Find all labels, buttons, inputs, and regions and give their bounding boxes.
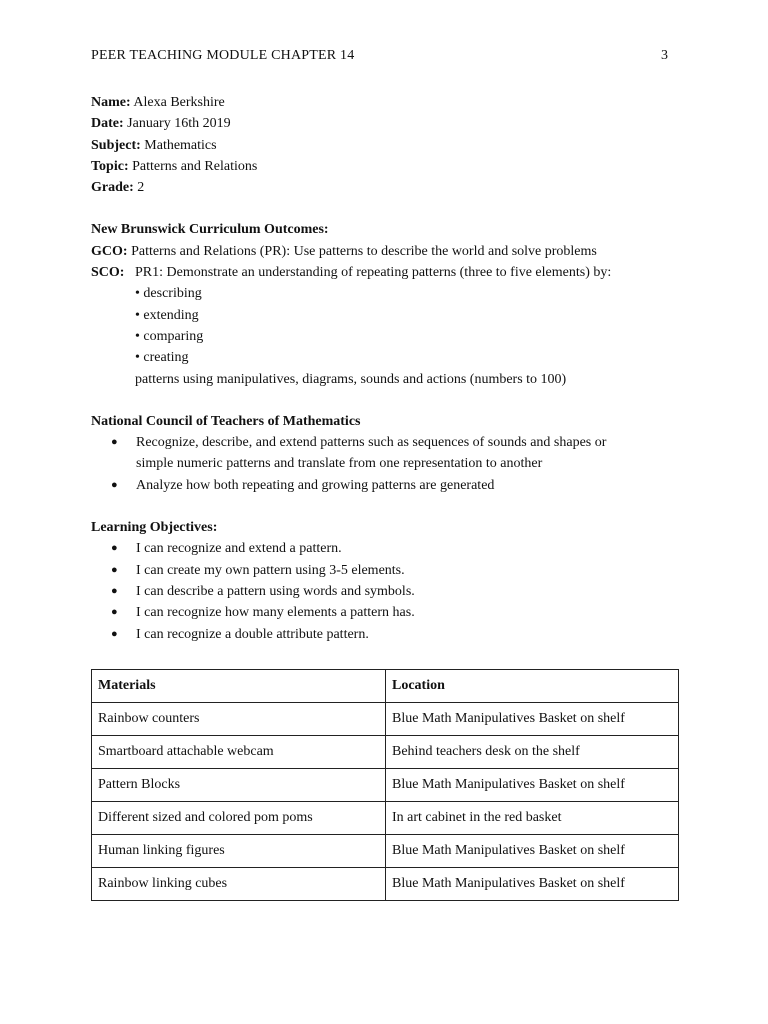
list-item-line: Recognize, describe, and extend patterns such as sequences of sounds and shapes or bbox=[136, 435, 607, 451]
sco-item: • comparing bbox=[135, 328, 204, 344]
bullet-icon: ● bbox=[111, 478, 118, 491]
page-number: 3 bbox=[661, 48, 668, 63]
table-row bbox=[92, 835, 679, 868]
bullet-icon: ● bbox=[111, 563, 118, 576]
list-item bbox=[91, 538, 681, 559]
material-cell: Human linking figures bbox=[92, 835, 386, 868]
subject-label: Subject: bbox=[91, 137, 141, 153]
date-value: January 16th 2019 bbox=[127, 116, 231, 132]
material-cell: Smartboard attachable webcam bbox=[92, 736, 386, 769]
column-header-location: Location bbox=[386, 670, 679, 703]
location-cell: In art cabinet in the red basket bbox=[386, 802, 679, 835]
page-header bbox=[91, 48, 668, 66]
list-item-text: I can create my own pattern using 3-5 elements. bbox=[136, 562, 405, 578]
objectives-heading-text: Learning Objectives: bbox=[91, 520, 218, 536]
location-cell: Blue Math Manipulatives Basket on shelf bbox=[386, 703, 679, 736]
gco-line bbox=[91, 241, 681, 262]
date-line bbox=[91, 113, 681, 134]
list-item bbox=[91, 581, 681, 602]
location-cell: Blue Math Manipulatives Basket on shelf bbox=[386, 868, 679, 901]
sco-line bbox=[91, 262, 681, 283]
table-row bbox=[92, 736, 679, 769]
location-cell: Blue Math Manipulatives Basket on shelf bbox=[386, 835, 679, 868]
sco-item: • extending bbox=[135, 307, 199, 323]
bullet-icon: ● bbox=[111, 627, 118, 640]
bullet-icon: ● bbox=[111, 584, 118, 597]
objectives-list bbox=[91, 538, 681, 644]
bullet-icon: ● bbox=[111, 436, 118, 449]
document-body bbox=[91, 92, 681, 645]
location-cell: Behind teachers desk on the shelf bbox=[386, 736, 679, 769]
subject-value: Mathematics bbox=[144, 137, 217, 153]
topic-value: Patterns and Relations bbox=[132, 158, 258, 174]
grade-value: 2 bbox=[137, 180, 145, 196]
table-row bbox=[92, 703, 679, 736]
sco-label: SCO: bbox=[91, 265, 125, 281]
material-cell: Rainbow linking cubes bbox=[92, 868, 386, 901]
table-header-row bbox=[92, 670, 679, 703]
name-value: Alexa Berkshire bbox=[133, 95, 225, 110]
list-item bbox=[91, 602, 681, 623]
sco-text: PR1: Demonstrate an understanding of repeating patterns (three to five elements) by: bbox=[135, 265, 612, 281]
table-row bbox=[92, 868, 679, 901]
topic-label: Topic: bbox=[91, 158, 129, 174]
list-item-line: simple numeric patterns and translate from one representation to another bbox=[136, 456, 543, 472]
gco-text: Patterns and Relations (PR): Use patterns to describe the world and solve problems bbox=[131, 243, 597, 259]
list-item bbox=[91, 432, 681, 475]
list-item-text: I can recognize and extend a pattern. bbox=[136, 541, 342, 557]
table-row bbox=[92, 769, 679, 802]
material-cell: Different sized and colored pom poms bbox=[92, 802, 386, 835]
header-title: PEER TEACHING MODULE CHAPTER 14 bbox=[91, 48, 355, 63]
material-cell: Rainbow counters bbox=[92, 703, 386, 736]
list-item-text: I can describe a pattern using words and symbols. bbox=[136, 583, 415, 599]
nctm-heading bbox=[91, 411, 681, 432]
nb-outcomes-heading bbox=[91, 219, 681, 240]
subject-line bbox=[91, 135, 681, 156]
bullet-icon: ● bbox=[111, 542, 118, 555]
objectives-heading bbox=[91, 517, 681, 538]
nb-heading-text: New Brunswick Curriculum Outcomes: bbox=[91, 222, 329, 238]
sco-item: • describing bbox=[135, 286, 202, 302]
date-label: Date: bbox=[91, 116, 124, 132]
sco-tail: patterns using manipulatives, diagrams, sounds and actions (numbers to 100) bbox=[135, 371, 567, 387]
list-item-text: I can recognize how many elements a pattern has. bbox=[136, 605, 415, 621]
list-item-text: I can recognize a double attribute pattern. bbox=[136, 626, 369, 642]
name-line bbox=[91, 92, 681, 113]
grade-label: Grade: bbox=[91, 180, 134, 196]
table-row bbox=[92, 802, 679, 835]
bullet-icon: ● bbox=[111, 606, 118, 619]
grade-line bbox=[91, 177, 681, 198]
materials-table bbox=[91, 669, 679, 901]
location-cell: Blue Math Manipulatives Basket on shelf bbox=[386, 769, 679, 802]
topic-line bbox=[91, 156, 681, 177]
list-item bbox=[91, 624, 681, 645]
list-item-line: Analyze how both repeating and growing patterns are generated bbox=[136, 477, 495, 493]
list-item bbox=[91, 475, 681, 496]
column-header-materials: Materials bbox=[92, 670, 386, 703]
name-label: Name: bbox=[91, 95, 131, 110]
nctm-list bbox=[91, 432, 681, 496]
list-item bbox=[91, 560, 681, 581]
gco-label: GCO: bbox=[91, 243, 128, 259]
material-cell: Pattern Blocks bbox=[92, 769, 386, 802]
nctm-heading-text: National Council of Teachers of Mathematics bbox=[91, 413, 361, 429]
sco-item: • creating bbox=[135, 350, 189, 366]
